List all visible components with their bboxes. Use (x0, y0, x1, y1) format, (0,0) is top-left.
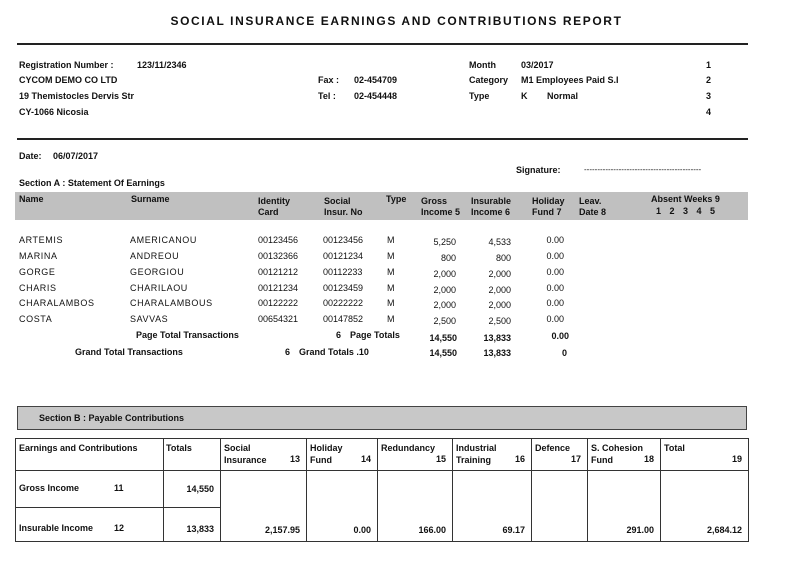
cell-insurable: 4,533 (488, 237, 511, 247)
industrial-training-cell: 69.17 (453, 471, 532, 542)
cell-holiday: 0.00 (546, 298, 564, 308)
cell-gross: 800 (440, 253, 456, 263)
type-code: K (521, 91, 528, 101)
cell-identity: 00121212 (258, 267, 299, 277)
col-identity-2: Card (258, 207, 279, 217)
cell-social: 00222222 (323, 298, 364, 308)
cell-name: COSTA (19, 314, 53, 324)
page-total-holiday: 0.00 (551, 331, 569, 341)
col-social-2: Insur. No (324, 207, 363, 217)
page-totals-label: Page Totals (350, 330, 400, 340)
grand-total-holiday: 0 (561, 348, 567, 358)
date-label: Date: (19, 151, 42, 161)
cell-social: 00147852 (323, 314, 364, 324)
cell-name: GORGE (19, 267, 56, 277)
cell-gross: 2,000 (433, 285, 456, 295)
cell-type: M (387, 298, 395, 308)
cell-surname: CHARILAOU (130, 283, 188, 293)
grand-total-insurable: 13,833 (483, 348, 511, 358)
cell-name: MARINA (19, 251, 58, 261)
category-value: M1 Employees Paid S.I (521, 75, 619, 85)
cell-social: 00123459 (323, 283, 364, 293)
col-type: Type (386, 194, 407, 204)
col-leave-2: Date 8 (579, 207, 607, 217)
cell-surname: CHARALAMBOUS (130, 298, 213, 308)
grand-totals-label: Grand Totals .10 (299, 347, 369, 357)
redundancy-cell: 166.00 (378, 471, 453, 542)
cell-identity: 00122222 (258, 298, 299, 308)
cell-identity: 00121234 (258, 283, 299, 293)
cell-insurable: 800 (495, 253, 511, 263)
cell-holiday: 0.00 (546, 314, 564, 324)
page-total-gross: 14,550 (429, 333, 457, 343)
section-b-header-bar (17, 406, 747, 430)
col-surname: Surname (131, 194, 170, 204)
page-total-count: 6 (336, 330, 342, 340)
cell-type: M (387, 314, 395, 324)
insurable-income-total: 13,833 (164, 507, 221, 542)
col-holiday-2: Fund 7 (532, 207, 562, 217)
cell-insurable: 2,000 (488, 269, 511, 279)
fax-label: Fax : (318, 75, 340, 85)
signature-line: -------------------------------------------- (584, 165, 702, 174)
section-a-header-bar (15, 192, 748, 220)
cell-social: 00123456 (323, 235, 364, 245)
holiday-fund-cell: 0.00 (307, 471, 378, 542)
date-value: 06/07/2017 (53, 151, 99, 161)
line-number-3: 3 (706, 91, 712, 101)
cell-surname: AMERICANOU (130, 235, 198, 245)
cell-holiday: 0.00 (546, 267, 564, 277)
col-social-1: Social (324, 196, 351, 206)
cell-gross: 2,000 (433, 269, 456, 279)
cell-type: M (387, 235, 395, 245)
month-value: 03/2017 (521, 60, 554, 70)
section-a-title: Section A : Statement Of Earnings (19, 178, 165, 188)
col-gross-2: Income 5 (421, 207, 461, 217)
hdr-total: Total 19 (661, 439, 749, 471)
col-absent-1: Absent Weeks 9 (651, 194, 720, 204)
signature-label: Signature: (516, 165, 561, 175)
col-identity-1: Identity (258, 196, 291, 206)
col-gross-1: Gross (421, 196, 448, 206)
cell-type: M (387, 251, 395, 261)
category-label: Category (469, 75, 509, 85)
col-insurable-1: Insurable (471, 196, 512, 206)
cell-gross: 5,250 (433, 237, 456, 247)
registration-number: 123/11/2346 (137, 60, 187, 70)
cell-social: 00112233 (323, 267, 363, 277)
hdr-cohesion-fund: S. Cohesion Fund 18 (588, 439, 661, 471)
cell-surname: GEORGIOU (130, 267, 185, 277)
type-value: Normal (547, 91, 579, 101)
col-leave-1: Leav. (579, 196, 602, 206)
gross-income-label-cell: Gross Income 11 (16, 471, 164, 508)
employer-name: CYCOM DEMO CO LTD (19, 75, 118, 85)
cell-social: 00121234 (323, 251, 364, 261)
cell-type: M (387, 283, 395, 293)
month-label: Month (469, 60, 496, 70)
cell-name: CHARIS (19, 283, 57, 293)
hdr-social-insurance: Social Insurance 13 (221, 439, 307, 471)
hdr-holiday-fund: Holiday Fund 14 (307, 439, 378, 471)
cohesion-fund-cell: 291.00 (588, 471, 661, 542)
grand-total-label: Grand Total Transactions (75, 347, 183, 357)
employer-address-1: 19 Themistocles Dervis Str (19, 91, 135, 101)
cell-identity: 00654321 (258, 314, 299, 324)
grand-total-cell: 2,684.12 (661, 471, 749, 542)
line-number-1: 1 (706, 60, 712, 70)
hdr-redundancy: Redundancy 15 (378, 439, 453, 471)
tel-value: 02-454448 (354, 91, 398, 101)
col-holiday-1: Holiday (532, 196, 565, 206)
grand-total-gross: 14,550 (429, 348, 457, 358)
middle-divider (17, 138, 748, 140)
gross-income-total: 14,550 (164, 471, 221, 508)
col-name: Name (19, 194, 44, 204)
page-total-insurable: 13,833 (483, 333, 511, 343)
cell-type: M (387, 267, 395, 277)
col-absent-2: 1 2 3 4 5 (656, 206, 716, 216)
insurable-income-label-cell: Insurable Income 12 (16, 507, 164, 542)
social-insurance-cell: 2,157.95 (221, 471, 307, 542)
line-number-2: 2 (706, 75, 712, 85)
top-divider (17, 43, 748, 45)
cell-gross: 2,000 (433, 300, 456, 310)
tel-label: Tel : (318, 91, 336, 101)
type-label: Type (469, 91, 490, 101)
hdr-defence: Defence 17 (532, 439, 588, 471)
hdr-industrial-training: Industrial Training 16 (453, 439, 532, 471)
cell-identity: 00123456 (258, 235, 299, 245)
cell-insurable: 2,000 (488, 285, 511, 295)
cell-identity: 00132366 (258, 251, 299, 261)
hdr-totals: Totals (164, 439, 221, 471)
page-total-label: Page Total Transactions (136, 330, 239, 340)
report-title: SOCIAL INSURANCE EARNINGS AND CONTRIBUTIONS REPORT (170, 14, 623, 28)
defence-cell (532, 471, 588, 542)
cell-name: ARTEMIS (19, 235, 64, 245)
employer-address-2: CY-1066 Nicosia (19, 107, 89, 117)
section-b-title: Section B : Payable Contributions (39, 413, 185, 423)
registration-label: Registration Number : (19, 60, 114, 70)
cell-insurable: 2,000 (488, 300, 511, 310)
cell-holiday: 0.00 (546, 283, 564, 293)
cell-insurable: 2,500 (488, 316, 511, 326)
cell-surname: SAVVAS (130, 314, 169, 324)
cell-name: CHARALAMBOS (19, 298, 95, 308)
cell-holiday: 0.00 (546, 235, 564, 245)
fax-value: 02-454709 (354, 75, 398, 85)
cell-gross: 2,500 (433, 316, 456, 326)
grand-total-count: 6 (285, 347, 291, 357)
cell-surname: ANDREOU (130, 251, 180, 261)
line-number-4: 4 (706, 107, 712, 117)
hdr-earnings: Earnings and Contributions (16, 439, 164, 471)
contributions-table (15, 438, 749, 542)
cell-holiday: 0.00 (546, 251, 564, 261)
col-insurable-2: Income 6 (471, 207, 511, 217)
